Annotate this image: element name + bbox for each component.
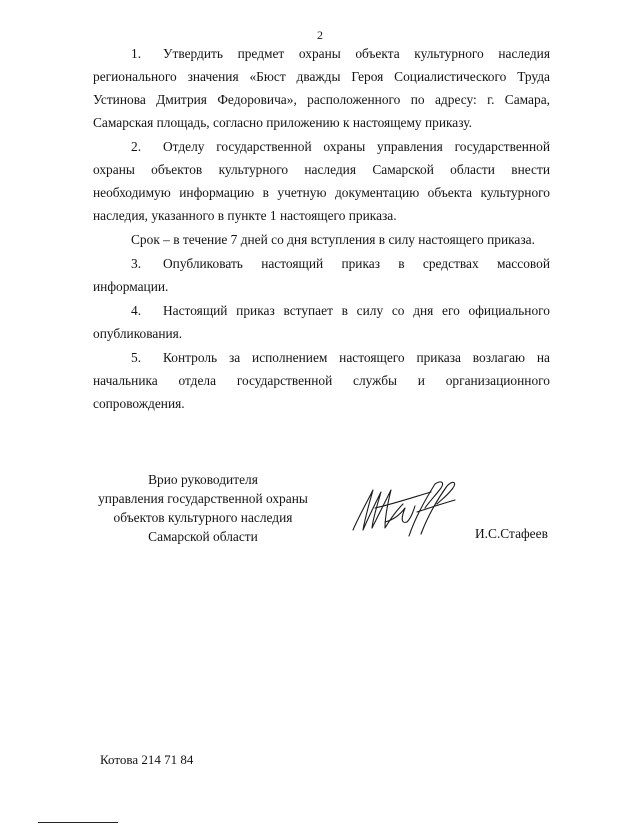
signatory-title-line: управления государственной охраны: [98, 491, 308, 506]
signatory-title: [88, 470, 318, 546]
order-item-2: [93, 135, 550, 227]
item-number: 1.: [131, 46, 142, 61]
item-number: 3.: [131, 256, 142, 271]
item-number: 4.: [131, 303, 142, 318]
signer-name: И.С.Стафеев: [475, 526, 548, 541]
item-text: Утвердить предмет охраны объекта культурного наследия регионального значения «Бюст дважды Героя Социалистического Труда Устинова Дмитрия Федоровича», расположенного по адресу: г. Самара, Самарская площадь, согласно приложению к настоящему приказу.: [93, 46, 550, 130]
order-item-5: [93, 346, 550, 415]
term-text: Срок – в течение 7 дней со дня вступления в силу настоящего приказа.: [131, 232, 535, 247]
executor-contact: Котова 214 71 84: [100, 752, 194, 767]
item-text: Контроль за исполнением настоящего приказа возлагаю на начальника отдела государственной службы и организационного сопровождения.: [93, 350, 550, 411]
item-number: 2.: [131, 139, 142, 154]
signatory-title-line: Врио руководителя: [148, 472, 258, 487]
signatory-title-line: Самарской области: [148, 529, 258, 544]
page-number: 2: [317, 28, 323, 42]
order-item-1: [93, 42, 550, 134]
order-term: [93, 228, 550, 251]
order-body: [93, 42, 550, 416]
footer-divider: [38, 822, 118, 823]
item-text: Отделу государственной охраны управления государственной охраны объектов культурного наследия Самарской области внести необходимую информацию в учетную документацию объекта культурного наследия, указанного в пункте 1 настоящего приказа.: [93, 139, 550, 223]
item-number: 5.: [131, 350, 142, 365]
signatory-title-line: объектов культурного наследия: [113, 510, 293, 525]
order-item-4: [93, 299, 550, 345]
item-text: Настоящий приказ вступает в силу со дня его официального опубликования.: [93, 303, 550, 341]
handwritten-signature: [345, 478, 465, 540]
order-item-3: [93, 252, 550, 298]
item-text: Опубликовать настоящий приказ в средствах массовой информации.: [93, 256, 550, 294]
